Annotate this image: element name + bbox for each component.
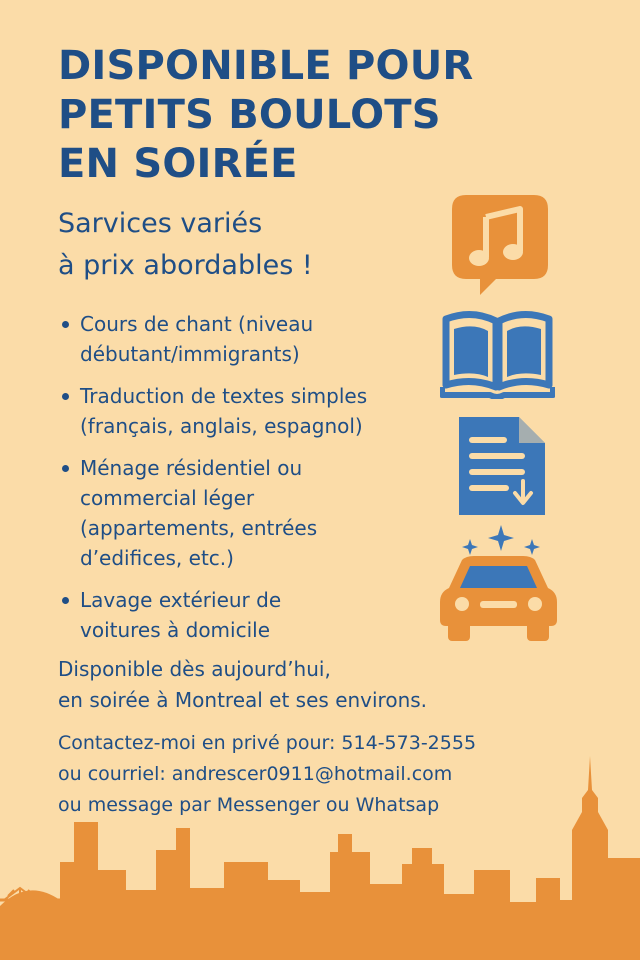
document-icon [455,413,549,519]
availability-line: Disponible dès aujourd’hui, [58,657,331,681]
service-line: Traduction de textes simples [80,384,368,408]
service-item-singing [58,309,438,369]
headline-line: DISPONIBLE POUR [58,43,474,89]
services-list [58,309,438,657]
service-line: Lavage extérieur de [80,588,282,612]
city-skyline-illustration [0,750,640,960]
service-line: commercial léger [80,486,255,510]
service-line: (français, anglais, espagnol) [80,414,363,438]
sparkle-icon [458,525,544,559]
service-line: (appartements, entrées [80,516,318,540]
car-icon [440,556,557,641]
service-line: débutant/immigrants) [80,342,300,366]
service-item-cleaning [58,453,438,573]
service-item-translation [58,381,438,441]
headline-line: EN SOIRÉE [58,141,298,187]
subtitle [58,203,313,287]
service-line: Cours de chant (niveau [80,312,314,336]
subtitle-line: à prix abordables ! [58,250,313,281]
headline [58,42,578,189]
contact-messenger-line: ou message par Messenger ou Whatsap [58,794,440,816]
availability-line: en soirée à Montreal et ses environs. [58,688,428,712]
service-item-car-wash [58,585,438,645]
subtitle-line: Sarvices variés [58,208,263,239]
availability-text [58,654,427,716]
open-book-icon [440,307,555,399]
headline-line: PETITS BOULOTS [58,92,441,138]
contact-email-line: ou courriel: andrescer0911@hotmail.com [58,763,453,785]
contact-phone-line: Contactez-moi en privé pour: 514-573-2555 [58,732,477,754]
service-line: Ménage résidentiel ou [80,456,303,480]
service-line: voitures à domicile [80,618,271,642]
service-line: d’edifices, etc.) [80,546,234,570]
music-note-chat-icon [452,195,548,299]
